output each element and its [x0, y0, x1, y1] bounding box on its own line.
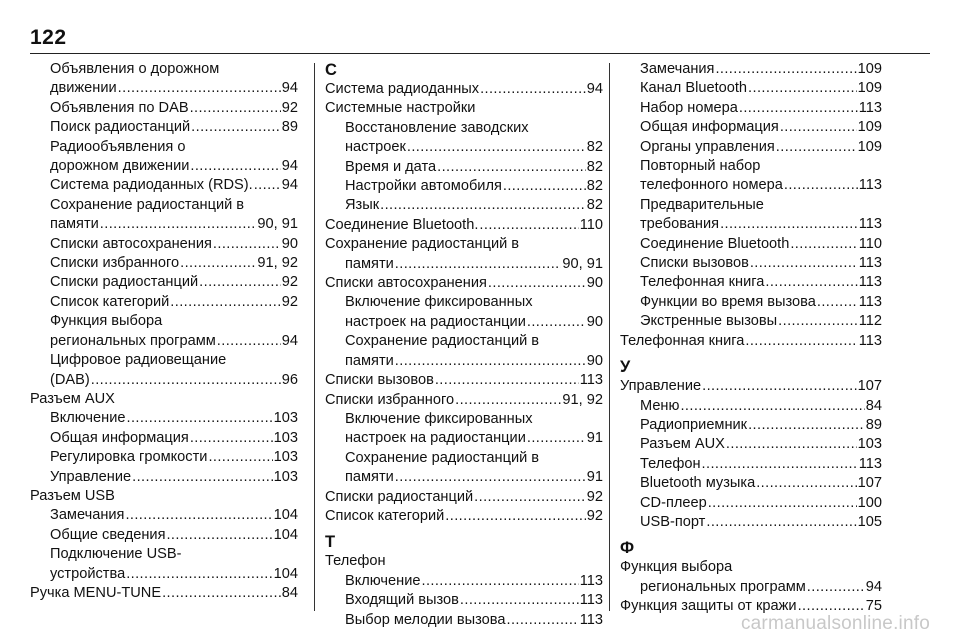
- dot-leader: [756, 474, 856, 493]
- index-heading: Системные настройки: [325, 100, 476, 117]
- dot-leader: [474, 488, 586, 507]
- entry-label: CD-плеер: [640, 494, 707, 511]
- entry-label: Язык: [345, 197, 380, 214]
- entry-label: Входящий вызов: [345, 592, 459, 609]
- page-reference: 103: [273, 449, 298, 466]
- page-reference: 113: [858, 332, 882, 349]
- index-subentry: [30, 371, 298, 390]
- entry-label: Разъем AUX: [640, 436, 725, 453]
- entry-label: Списки избранного: [50, 255, 180, 272]
- index-subentry: [30, 273, 298, 292]
- index-subentry: [30, 429, 298, 448]
- section-letter: Ф: [620, 539, 635, 558]
- index-entry: [325, 216, 603, 235]
- index-subentry: [325, 138, 603, 157]
- dot-leader: [527, 429, 586, 448]
- page-reference: 113: [579, 592, 603, 609]
- dot-leader: [715, 60, 856, 79]
- dot-leader: [100, 215, 257, 234]
- page-reference: 92: [586, 507, 603, 524]
- index-subentry: [325, 196, 603, 215]
- page-reference: 92: [586, 488, 603, 505]
- page-reference: 92: [281, 274, 298, 291]
- entry-label: Набор номера: [640, 99, 738, 116]
- page-reference: 113: [858, 177, 882, 194]
- index-subentry: [620, 254, 882, 273]
- dot-leader: [503, 177, 586, 196]
- entry-label: настроек на радиостанции: [345, 313, 526, 330]
- dot-leader: [765, 273, 857, 292]
- dot-leader: [421, 572, 578, 591]
- page-reference: 109: [857, 61, 882, 77]
- page-reference: 113: [579, 372, 603, 389]
- index-subentry: [30, 448, 298, 467]
- entry-label: Включение: [50, 410, 126, 427]
- entry-label: Телефонная книга: [640, 274, 765, 291]
- dot-leader: [91, 371, 281, 390]
- index-subentry: [30, 332, 298, 351]
- dot-leader: [126, 565, 272, 584]
- dot-leader: [460, 591, 579, 610]
- dot-leader: [479, 216, 578, 235]
- index-subentry: [620, 235, 882, 254]
- index-subentry-text: Включение фиксированных: [345, 294, 533, 311]
- index-subentry-text: Сохранение радиостанций в: [50, 196, 245, 213]
- page-reference: 94: [281, 332, 298, 349]
- index-subentry: [30, 526, 298, 545]
- index-subentry: [620, 513, 882, 532]
- dot-leader: [437, 158, 586, 177]
- page-reference: 82: [586, 139, 603, 156]
- index-subentry: [620, 397, 882, 416]
- entry-label: Замечания: [640, 61, 715, 77]
- dot-leader: [125, 506, 272, 525]
- dot-leader: [527, 313, 586, 332]
- entry-label: региональных программ: [50, 332, 216, 349]
- dot-leader: [720, 215, 858, 234]
- page-reference: 89: [281, 119, 298, 136]
- entry-label: Функции во время вызова: [640, 293, 816, 310]
- entry-label: Включение: [345, 572, 421, 589]
- page-reference: 104: [273, 565, 298, 582]
- dot-leader: [807, 578, 865, 597]
- page-reference: 91: [586, 430, 603, 447]
- index-subentry: [620, 273, 882, 292]
- entry-label: движении: [50, 80, 117, 97]
- page-reference: 91, 92: [562, 391, 603, 408]
- section-letter: У: [620, 358, 631, 377]
- index-entry: [325, 507, 603, 526]
- entry-label: Регулировка громкости: [50, 449, 208, 466]
- page-reference: 84: [281, 584, 298, 601]
- entry-label: Списки радиостанций: [50, 274, 199, 291]
- dot-leader: [706, 513, 856, 532]
- index-heading: Разъем AUX: [30, 390, 115, 407]
- entry-label: Общая информация: [640, 119, 779, 136]
- entry-label: региональных программ: [640, 578, 806, 595]
- entry-label: Система радиоданных: [325, 81, 480, 97]
- index-subentry: [30, 506, 298, 525]
- index-subentry: [620, 118, 882, 137]
- index-subentry: [325, 313, 603, 332]
- entry-label: требования: [640, 216, 720, 233]
- index-subentry: [620, 435, 882, 454]
- index-subentry: [30, 157, 298, 176]
- index-subentry-text: Предварительные: [640, 196, 764, 213]
- entry-label: Время и дата: [345, 158, 437, 175]
- index-subentry: [30, 235, 298, 254]
- index-subentry: [30, 254, 298, 273]
- index-subentry: [325, 611, 603, 630]
- entry-label: Управление: [620, 378, 702, 395]
- index-subentry: [30, 293, 298, 312]
- entry-label: Настройки автомобиля: [345, 178, 502, 195]
- index-subentry: [620, 176, 882, 195]
- page-reference: 94: [281, 177, 298, 194]
- index-entry: [30, 584, 298, 603]
- index-subentry-text: Цифровое радиовещание: [50, 352, 227, 369]
- page-reference: 112: [858, 313, 882, 330]
- page-reference: 110: [579, 216, 603, 233]
- page-reference: 90, 91: [257, 216, 298, 233]
- index-subentry: [325, 591, 603, 610]
- entry-label: Объявления по DAB: [50, 99, 189, 116]
- index-subentry-text: Восстановление заводских: [345, 119, 529, 136]
- page-reference: 90: [586, 352, 603, 369]
- index-subentry-text: Сохранение радиостанций в: [345, 333, 540, 350]
- page-reference: 82: [586, 158, 603, 175]
- index-entry: [620, 377, 882, 396]
- entry-label: Телефонная книга: [620, 332, 745, 349]
- index-subentry: [620, 293, 882, 312]
- entry-label: Соединение Bluetooth: [640, 235, 790, 252]
- index-heading: Сохранение радиостанций в: [325, 236, 520, 253]
- page-reference: 113: [858, 293, 882, 310]
- dot-leader: [217, 332, 281, 351]
- page-reference: 91, 92: [257, 255, 298, 272]
- page-reference: 91: [586, 469, 603, 486]
- entry-label: памяти: [50, 216, 99, 233]
- index-subentry: [620, 215, 882, 234]
- dot-leader: [817, 293, 858, 312]
- dot-leader: [395, 468, 586, 487]
- index-column-1: [30, 60, 298, 603]
- entry-label: телефонного номера: [640, 177, 783, 194]
- entry-label: Функция защиты от кражи: [620, 598, 797, 615]
- entry-label: Списки избранного: [325, 391, 455, 408]
- page-reference: 92: [281, 99, 298, 116]
- entry-label: USB-порт: [640, 513, 706, 530]
- page-reference: 109: [857, 80, 882, 97]
- section-letter: Т: [325, 533, 336, 552]
- index-subentry: [620, 416, 882, 435]
- dot-leader: [254, 176, 281, 195]
- dot-leader: [750, 254, 858, 273]
- entry-label: Списки вызовов: [325, 372, 434, 389]
- index-subentry: [30, 176, 298, 195]
- dot-leader: [190, 157, 280, 176]
- index-subentry: [620, 494, 882, 513]
- dot-leader: [180, 254, 256, 273]
- page-reference: 94: [281, 158, 298, 175]
- page-reference: 75: [865, 598, 882, 615]
- index-subentry: [30, 409, 298, 428]
- entry-label: Экстренные вызовы: [640, 313, 778, 330]
- index-subentry-text: Радиообъявления о: [50, 138, 186, 155]
- page-reference: 90: [586, 275, 603, 292]
- index-column-3: [620, 60, 882, 617]
- page-reference: 113: [579, 611, 603, 628]
- index-subentry: [620, 79, 882, 98]
- dot-leader: [702, 377, 857, 396]
- dot-leader: [199, 273, 281, 292]
- page-reference: 113: [858, 455, 882, 472]
- entry-label: Органы управления: [640, 138, 775, 155]
- entry-label: Общие сведения: [50, 526, 166, 543]
- page-reference: 113: [858, 255, 882, 272]
- entry-label: Ручка MENU-TUNE: [30, 584, 162, 601]
- column-divider-1: [314, 63, 315, 611]
- index-subentry: [30, 468, 298, 487]
- column-divider-2: [609, 63, 610, 611]
- index-subentry: [30, 99, 298, 118]
- index-subentry: [620, 455, 882, 474]
- page-reference: 107: [857, 475, 882, 492]
- index-entry: [325, 274, 603, 293]
- dot-leader: [708, 494, 857, 513]
- page-reference: 104: [273, 526, 298, 543]
- dot-leader: [118, 79, 281, 98]
- index-subentry: [325, 158, 603, 177]
- entry-label: Bluetooth музыка: [640, 475, 756, 492]
- entry-label: Соединение Bluetooth.: [325, 216, 479, 233]
- index-subentry: [30, 215, 298, 234]
- entry-label: устройства: [50, 565, 126, 582]
- page-reference: 104: [273, 507, 298, 524]
- dot-leader: [190, 99, 281, 118]
- dot-leader: [380, 196, 586, 215]
- dot-leader: [776, 138, 857, 157]
- index-subentry: [325, 572, 603, 591]
- dot-leader: [445, 507, 585, 526]
- dot-leader: [780, 118, 857, 137]
- page-reference: 109: [857, 138, 882, 155]
- dot-leader: [790, 235, 857, 254]
- page-reference: 94: [865, 578, 882, 595]
- index-subentry-text: Функция выбора: [50, 313, 163, 330]
- dot-leader: [455, 391, 561, 410]
- dot-leader: [162, 584, 281, 603]
- page-reference: 92: [281, 293, 298, 310]
- page-reference: 90: [586, 313, 603, 330]
- index-subentry: [30, 565, 298, 584]
- page-reference: 105: [857, 513, 882, 530]
- entry-label: Списки автосохранения: [325, 275, 487, 292]
- index-subentry-text: Повторный набор: [640, 158, 761, 175]
- index-subentry: [620, 578, 882, 597]
- index-subentry: [30, 79, 298, 98]
- entry-label: Система радиоданных (RDS).: [50, 177, 253, 194]
- entry-label: Поиск радиостанций: [50, 119, 191, 136]
- page-reference: 82: [586, 197, 603, 214]
- entry-label: памяти: [345, 469, 394, 486]
- index-subentry: [620, 60, 882, 79]
- entry-label: (DAB): [50, 371, 90, 388]
- entry-label: Списки вызовов: [640, 255, 749, 272]
- page-reference: 103: [857, 436, 882, 453]
- index-subentry: [325, 429, 603, 448]
- entry-label: настроек: [345, 139, 406, 156]
- dot-leader: [395, 255, 562, 274]
- page-reference: 113: [858, 274, 882, 291]
- page-reference: 96: [281, 371, 298, 388]
- page-reference: 84: [865, 397, 882, 414]
- page-reference: 113: [858, 99, 882, 116]
- entry-label: Список категорий: [325, 507, 445, 524]
- dot-leader: [166, 526, 272, 545]
- entry-label: Радиоприемник: [640, 416, 748, 433]
- dot-leader: [748, 416, 865, 435]
- page-reference: 110: [858, 235, 882, 252]
- page-reference: 103: [273, 410, 298, 427]
- dot-leader: [488, 274, 586, 293]
- dot-leader: [190, 429, 273, 448]
- entry-label: Выбор мелодии вызова: [345, 611, 506, 628]
- entry-label: дорожном движении: [50, 158, 190, 175]
- dot-leader: [126, 409, 272, 428]
- index-subentry-text: Включение фиксированных: [345, 410, 533, 427]
- index-heading: Телефон: [325, 553, 386, 570]
- page-reference: 109: [857, 119, 882, 136]
- page-reference: 113: [858, 216, 882, 233]
- dot-leader: [213, 235, 281, 254]
- index-heading: Разъем USB: [30, 487, 115, 504]
- entry-label: Управление: [50, 468, 132, 485]
- index-entry: [325, 391, 603, 410]
- dot-leader: [680, 397, 864, 416]
- index-entry: [325, 488, 603, 507]
- entry-label: Замечания: [50, 507, 125, 524]
- dot-leader: [132, 468, 273, 487]
- entry-label: Общая информация: [50, 429, 189, 446]
- index-subentry-text: Подключение USB-: [50, 546, 182, 563]
- page-reference: 113: [579, 572, 603, 589]
- entry-label: Списки радиостанций: [325, 488, 474, 505]
- index-column-2: [325, 60, 603, 630]
- dot-leader: [480, 80, 586, 99]
- index-subentry-text: Объявления о дорожном: [50, 61, 220, 77]
- index-subentry-text: Сохранение радиостанций в: [345, 449, 540, 466]
- section-letter: С: [325, 61, 337, 79]
- page-number: 122: [30, 26, 67, 49]
- entry-label: Списки автосохранения: [50, 235, 212, 252]
- index-subentry: [325, 352, 603, 371]
- index-subentry: [30, 118, 298, 137]
- page-reference: 107: [857, 378, 882, 395]
- page-reference: 100: [857, 494, 882, 511]
- dot-leader: [748, 79, 857, 98]
- page-reference: 94: [586, 81, 603, 97]
- dot-leader: [778, 312, 858, 331]
- page-reference: 90, 91: [562, 255, 603, 272]
- header-rule: [30, 53, 930, 54]
- dot-leader: [702, 455, 858, 474]
- dot-leader: [726, 435, 857, 454]
- page-reference: 82: [586, 178, 603, 195]
- entry-label: настроек на радиостанции: [345, 430, 526, 447]
- entry-label: памяти: [345, 255, 394, 272]
- dot-leader: [170, 293, 280, 312]
- index-entry: [620, 332, 882, 351]
- entry-label: Телефон: [640, 455, 701, 472]
- entry-label: Список категорий: [50, 293, 170, 310]
- watermark: carmanualsonline.info: [740, 613, 930, 634]
- page-reference: 103: [273, 429, 298, 446]
- entry-label: памяти: [345, 352, 394, 369]
- dot-leader: [506, 611, 578, 630]
- dot-leader: [435, 371, 579, 390]
- page-reference: 94: [281, 80, 298, 97]
- index-subentry: [325, 255, 603, 274]
- entry-label: Канал Bluetooth: [640, 80, 748, 97]
- page-reference: 90: [281, 235, 298, 252]
- index-entry: [325, 371, 603, 390]
- index-subentry: [620, 99, 882, 118]
- page-reference: 89: [865, 416, 882, 433]
- index-subentry: [325, 177, 603, 196]
- dot-leader: [745, 332, 857, 351]
- page-reference: 103: [273, 468, 298, 485]
- dot-leader: [191, 118, 281, 137]
- entry-label: Меню: [640, 397, 680, 414]
- dot-leader: [739, 99, 858, 118]
- dot-leader: [208, 448, 272, 467]
- dot-leader: [395, 352, 586, 371]
- index-subentry: [620, 474, 882, 493]
- index-entry: [325, 80, 603, 99]
- index-subentry: [325, 468, 603, 487]
- index-subentry: [620, 138, 882, 157]
- dot-leader: [407, 138, 586, 157]
- dot-leader: [784, 176, 858, 195]
- index-subentry: [620, 312, 882, 331]
- index-heading: Функция выбора: [620, 559, 733, 576]
